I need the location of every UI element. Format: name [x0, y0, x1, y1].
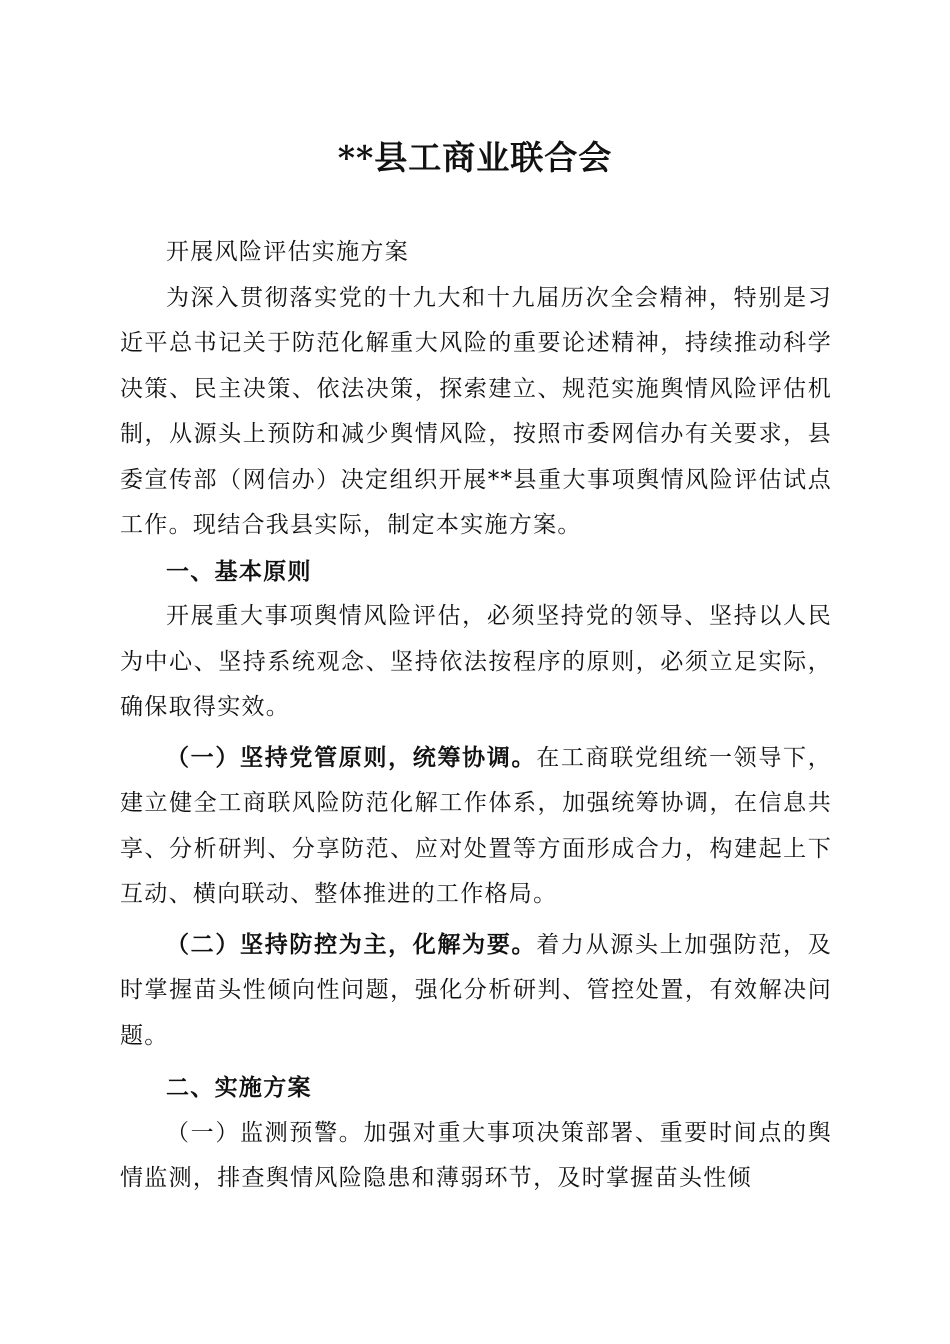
section1-item1-lead: （一）坚持党管原则，统筹协调。	[166, 743, 537, 771]
section1-item1-text: 在工商联党组统一领导下，建立健全工商联风险防范化解工作体系，加强统筹协调，在信息共享、分析研判、分享防范、应对处置等方面形成合力，构建起上下互动、横向联动、整体推进的工作格局。	[120, 744, 833, 907]
section2-item1	[120, 1111, 832, 1202]
section2-item1-text: 加强对重大事项决策部署、重要时间点的舆情监测，排查舆情风险隐患和薄弱环节，及时掌握苗头性倾	[120, 1119, 833, 1191]
document-subtitle: 开展风险评估实施方案	[166, 239, 409, 265]
section2-item1-lead: （一）监测预警。	[166, 1119, 364, 1146]
section2-heading: 二、实施方案	[166, 1074, 312, 1101]
section1-item1	[120, 735, 832, 918]
document-title: **县工商业联合会	[337, 138, 613, 177]
section1-paragraph: 开展重大事项舆情风险评估，必须坚持党的领导、坚持以人民为中心、坚持系统观念、坚持依法按程序的原则，必须立足实际，确保取得实效。	[120, 603, 832, 720]
section1-heading: 一、基本原则	[166, 557, 312, 585]
section1-item2	[120, 922, 832, 1060]
section1-item2-lead: （二）坚持防控为主，化解为要。	[166, 930, 537, 958]
document-body	[120, 230, 832, 1202]
intro-paragraph: 为深入贯彻落实党的十九大和十九届历次全会精神，特别是习近平总书记关于防范化解重大风险的重要论述精神，持续推动科学决策、民主决策、依法决策，探索建立、规范实施舆情风险评估机制，从源头上预防和减少舆情风险，按照市委网信办有关要求，县委宣传部（网信办）决定组织开展**县重大事项舆情风险评估试点工作。现结合我县实际，制定本实施方案。	[120, 284, 832, 538]
section1-item2-text: 着力从源头上加强防范，及时掌握苗头性倾向性问题，强化分析研判、管控处置，有效解决问题。	[120, 931, 833, 1049]
